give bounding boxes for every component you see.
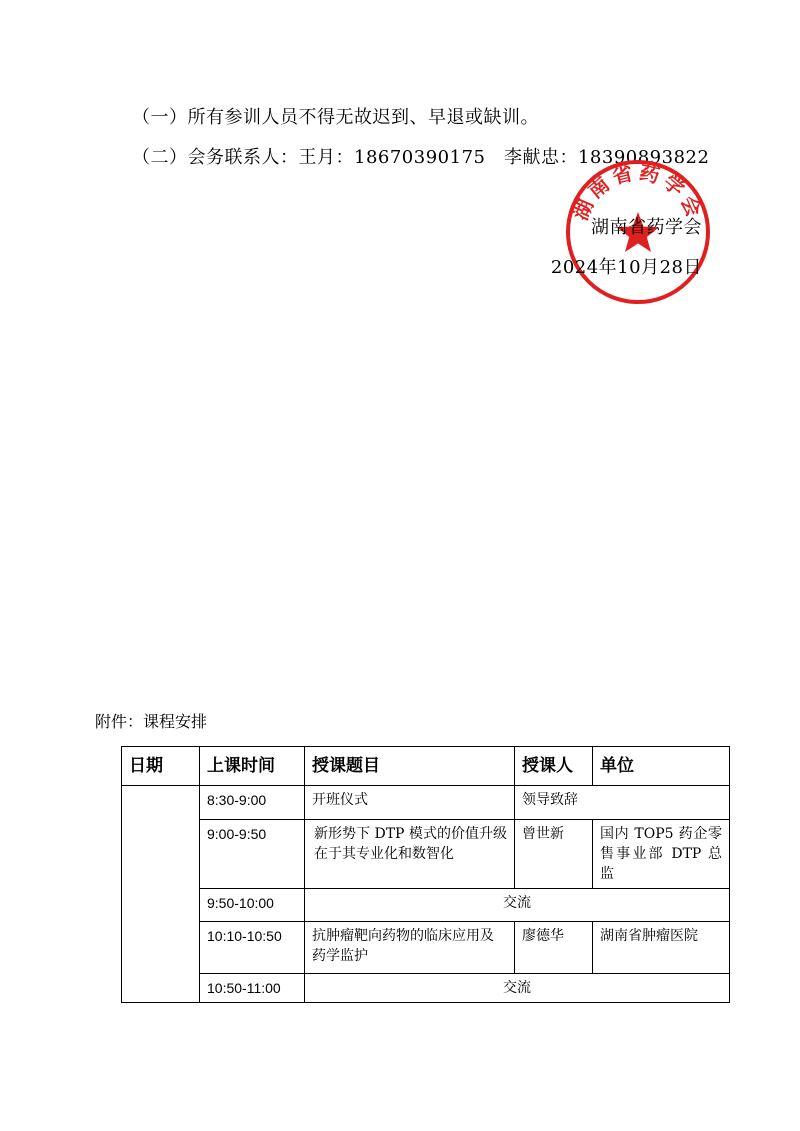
attachment-title: 附件：课程安排 [95, 712, 208, 731]
svg-text:湖南省药学会: 湖南省药学会 [568, 159, 708, 224]
topic-cell: 新形势下 DTP 模式的价值升级在于其专业化和数智化 [305, 820, 515, 889]
header-speaker: 授课人 [515, 747, 593, 786]
table-row [122, 786, 730, 820]
speaker-cell: 廖德华 [515, 922, 593, 974]
time-cell: 8:30-9:00 [200, 786, 305, 820]
table-row [122, 889, 730, 922]
topic-cell: 开班仪式 [305, 786, 515, 820]
header-unit: 单位 [593, 747, 730, 786]
time-cell: 9:50-10:00 [200, 889, 305, 922]
table-row [122, 922, 730, 974]
topic-cell: 交流 [305, 889, 730, 922]
topic-cell: 抗肿瘤靶向药物的临床应用及药学监护 [305, 922, 515, 974]
unit-cell: 国内 TOP5 药企零售事业部 DTP 总监 [593, 820, 730, 889]
speaker-cell: 曾世新 [515, 820, 593, 889]
signature-org: 湖南省药学会 [591, 217, 702, 238]
signature-date: 2024年10月28日 [550, 257, 702, 278]
time-cell: 9:00-9:50 [200, 820, 305, 889]
header-date: 日期 [122, 747, 200, 786]
time-cell: 10:50-11:00 [200, 974, 305, 1003]
table-row [122, 820, 730, 889]
topic-cell: 交流 [305, 974, 730, 1003]
note-contacts: （二）会务联系人：王月：18670390175 李献忠：18390893822 [132, 147, 710, 168]
note-attendance: （一）所有参训人员不得无故迟到、早退或缺训。 [132, 107, 539, 128]
unit-cell: 湖南省肿瘤医院 [593, 922, 730, 974]
table-row [122, 974, 730, 1003]
header-topic: 授课题目 [305, 747, 515, 786]
schedule-table [121, 746, 730, 1003]
table-header-row [122, 747, 730, 786]
speaker-cell: 领导致辞 [515, 786, 730, 820]
header-time: 上课时间 [200, 747, 305, 786]
date-cell [122, 786, 200, 1003]
time-cell: 10:10-10:50 [200, 922, 305, 974]
